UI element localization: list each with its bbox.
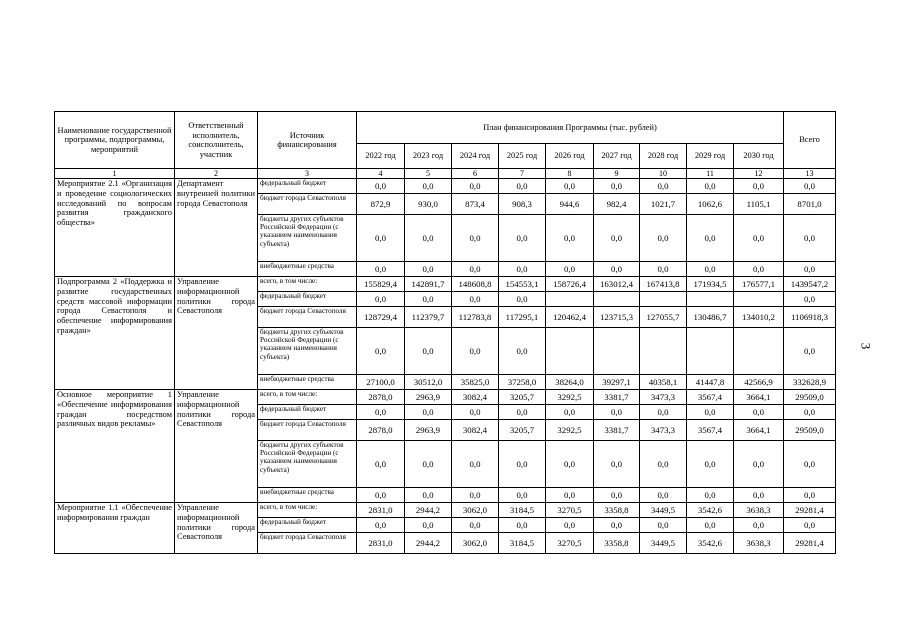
year-header: 2022 год [357, 144, 405, 169]
year-value: 0,0 [687, 518, 734, 533]
column-index: 3 [258, 169, 357, 179]
table-row [55, 390, 836, 405]
year-value: 0,0 [499, 262, 546, 277]
year-value: 120462,4 [546, 307, 594, 328]
year-value: 0,0 [405, 215, 452, 262]
total-value: 0,0 [784, 292, 836, 307]
year-value: 0,0 [357, 179, 405, 194]
year-value: 167413,8 [640, 277, 687, 292]
year-value: 0,0 [499, 292, 546, 307]
year-value: 0,0 [734, 405, 784, 420]
year-value [594, 328, 640, 375]
header-responsible: Ответственный исполнитель, соисполнитель, участник [175, 112, 258, 169]
year-value: 0,0 [452, 215, 499, 262]
year-value: 1105,1 [734, 194, 784, 215]
total-value: 0,0 [784, 518, 836, 533]
year-value: 142891,7 [405, 277, 452, 292]
year-value: 0,0 [452, 441, 499, 488]
total-value: 8701,0 [784, 194, 836, 215]
total-value: 1439547,2 [784, 277, 836, 292]
financing-table [54, 111, 836, 554]
total-value: 0,0 [784, 405, 836, 420]
year-value: 127055,7 [640, 307, 687, 328]
funding-source: всего, в том числе: [258, 277, 357, 292]
page-number: 3 [858, 342, 874, 350]
year-value: 0,0 [687, 179, 734, 194]
year-value: 873,4 [452, 194, 499, 215]
column-index: 2 [175, 169, 258, 179]
year-value: 908,3 [499, 194, 546, 215]
year-value: 0,0 [405, 292, 452, 307]
total-value: 0,0 [784, 215, 836, 262]
column-index: 9 [594, 169, 640, 179]
year-value: 0,0 [357, 441, 405, 488]
year-value: 112379,7 [405, 307, 452, 328]
year-value: 0,0 [734, 441, 784, 488]
year-value: 155829,4 [357, 277, 405, 292]
funding-source: всего, в том числе: [258, 390, 357, 405]
total-value: 29281,4 [784, 533, 836, 554]
year-value [687, 328, 734, 375]
year-value: 2963,9 [405, 420, 452, 441]
year-value: 0,0 [452, 518, 499, 533]
year-value: 0,0 [452, 262, 499, 277]
total-value: 0,0 [784, 179, 836, 194]
year-header: 2030 год [734, 144, 784, 169]
year-value: 872,9 [357, 194, 405, 215]
funding-source: федеральный бюджет [258, 405, 357, 420]
table-row [55, 179, 836, 194]
year-value: 3205,7 [499, 390, 546, 405]
year-value: 41447,8 [687, 375, 734, 390]
year-value: 3473,3 [640, 390, 687, 405]
year-value: 1021,7 [640, 194, 687, 215]
header-name: Наименование государственной программы, подпрограммы, мероприятий [55, 112, 175, 169]
year-value: 0,0 [357, 292, 405, 307]
year-value: 154553,1 [499, 277, 546, 292]
year-value: 944,6 [546, 194, 594, 215]
funding-source: федеральный бюджет [258, 292, 357, 307]
year-value: 2878,0 [357, 390, 405, 405]
total-value: 0,0 [784, 328, 836, 375]
funding-source: бюджеты других субъектов Российской Федерации (с указанием наименования субъекта) [258, 215, 357, 262]
year-value: 3542,6 [687, 503, 734, 518]
year-value: 0,0 [405, 262, 452, 277]
funding-source: бюджет города Севастополя [258, 420, 357, 441]
year-value [594, 292, 640, 307]
funding-source: федеральный бюджет [258, 518, 357, 533]
year-value: 37258,0 [499, 375, 546, 390]
year-value: 3062,0 [452, 503, 499, 518]
year-value [734, 292, 784, 307]
responsible-executor: Управление информационной политики города Севастополя [175, 390, 258, 503]
year-value: 0,0 [452, 405, 499, 420]
year-value: 42566,9 [734, 375, 784, 390]
funding-source: бюджеты других субъектов Российской Федерации (с указанием наименования субъекта) [258, 328, 357, 375]
year-value [546, 292, 594, 307]
funding-source: бюджет города Севастополя [258, 307, 357, 328]
program-name: Подпрограмма 2 «Поддержка и развитие государственных средств массовой информации города Севастополя и обеспечение информирования граждан» [55, 277, 175, 390]
year-value: 0,0 [546, 215, 594, 262]
year-value: 0,0 [357, 328, 405, 375]
year-value: 0,0 [452, 488, 499, 503]
year-value: 0,0 [405, 328, 452, 375]
year-value: 0,0 [357, 215, 405, 262]
year-value: 0,0 [687, 262, 734, 277]
year-value [734, 328, 784, 375]
year-value: 3358,8 [594, 533, 640, 554]
year-value: 35825,0 [452, 375, 499, 390]
year-value: 3664,1 [734, 390, 784, 405]
year-value: 39297,1 [594, 375, 640, 390]
year-value: 982,4 [594, 194, 640, 215]
year-value: 0,0 [734, 518, 784, 533]
column-index: 4 [357, 169, 405, 179]
year-value: 176577,1 [734, 277, 784, 292]
header-plan: План финансирования Программы (тыс. рублей) [357, 112, 784, 144]
column-index: 5 [405, 169, 452, 179]
year-value: 158726,4 [546, 277, 594, 292]
year-value: 3270,5 [546, 503, 594, 518]
year-value: 2963,9 [405, 390, 452, 405]
year-value: 0,0 [405, 179, 452, 194]
year-value: 3292,5 [546, 390, 594, 405]
year-value: 0,0 [594, 405, 640, 420]
year-value [640, 292, 687, 307]
year-value: 38264,0 [546, 375, 594, 390]
year-value: 930,0 [405, 194, 452, 215]
year-value: 3358,8 [594, 503, 640, 518]
funding-source: бюджет города Севастополя [258, 194, 357, 215]
year-header: 2025 год [499, 144, 546, 169]
year-value: 0,0 [734, 215, 784, 262]
column-index: 13 [784, 169, 836, 179]
year-value [640, 328, 687, 375]
program-name: Основное мероприятие 1 «Обеспечение информирования граждан посредством различных видов рекламы» [55, 390, 175, 503]
year-value: 3638,3 [734, 533, 784, 554]
year-value: 0,0 [594, 215, 640, 262]
funding-source: бюджеты других субъектов Российской Федерации (с указанием наименования субъекта) [258, 441, 357, 488]
funding-source: внебюджетные средства [258, 488, 357, 503]
year-value: 0,0 [640, 405, 687, 420]
year-value: 134010,2 [734, 307, 784, 328]
year-value: 0,0 [640, 488, 687, 503]
year-value: 0,0 [546, 262, 594, 277]
year-value [546, 328, 594, 375]
total-value: 0,0 [784, 262, 836, 277]
year-value: 0,0 [499, 488, 546, 503]
responsible-executor: Управление информационной политики города Севастополя [175, 277, 258, 390]
year-header: 2028 год [640, 144, 687, 169]
total-value: 332628,9 [784, 375, 836, 390]
year-value: 123715,3 [594, 307, 640, 328]
year-value: 0,0 [546, 518, 594, 533]
year-value: 0,0 [357, 488, 405, 503]
year-value: 3567,4 [687, 420, 734, 441]
year-value: 0,0 [357, 405, 405, 420]
year-value: 0,0 [594, 488, 640, 503]
year-value: 0,0 [594, 441, 640, 488]
year-value: 130486,7 [687, 307, 734, 328]
header-total: Всего [784, 112, 836, 169]
year-value: 0,0 [499, 518, 546, 533]
year-value: 3270,5 [546, 533, 594, 554]
year-value: 3449,5 [640, 503, 687, 518]
year-value: 0,0 [357, 518, 405, 533]
year-value: 0,0 [734, 179, 784, 194]
year-value: 2944,2 [405, 533, 452, 554]
total-value: 0,0 [784, 488, 836, 503]
year-value: 163012,4 [594, 277, 640, 292]
year-value: 3062,0 [452, 533, 499, 554]
column-index: 1 [55, 169, 175, 179]
year-value: 112783,8 [452, 307, 499, 328]
table-row [55, 277, 836, 292]
year-value: 30512,0 [405, 375, 452, 390]
year-value: 0,0 [687, 405, 734, 420]
year-header: 2029 год [687, 144, 734, 169]
year-value: 0,0 [405, 518, 452, 533]
total-value: 29509,0 [784, 420, 836, 441]
year-value: 3567,4 [687, 390, 734, 405]
year-value: 0,0 [640, 518, 687, 533]
year-value: 0,0 [357, 262, 405, 277]
year-value: 40358,1 [640, 375, 687, 390]
year-header: 2024 год [452, 144, 499, 169]
year-value: 0,0 [405, 441, 452, 488]
year-value: 0,0 [499, 441, 546, 488]
funding-source: бюджет города Севастополя [258, 533, 357, 554]
year-value: 0,0 [546, 441, 594, 488]
year-value: 3664,1 [734, 420, 784, 441]
year-value: 3082,4 [452, 420, 499, 441]
year-value: 0,0 [546, 179, 594, 194]
year-value: 0,0 [687, 488, 734, 503]
year-value: 0,0 [640, 179, 687, 194]
year-value: 3449,5 [640, 533, 687, 554]
header-source: Источник финансирования [258, 112, 357, 169]
year-value: 0,0 [734, 488, 784, 503]
total-value: 0,0 [784, 441, 836, 488]
year-value: 0,0 [594, 262, 640, 277]
year-value: 3381,7 [594, 420, 640, 441]
program-name: Мероприятие 1.1 «Обеспечение информирования граждан [55, 503, 175, 554]
year-header: 2026 год [546, 144, 594, 169]
year-value: 0,0 [687, 441, 734, 488]
year-value: 2878,0 [357, 420, 405, 441]
year-value: 3638,3 [734, 503, 784, 518]
year-value: 3381,7 [594, 390, 640, 405]
year-value: 3184,5 [499, 503, 546, 518]
year-value: 117295,1 [499, 307, 546, 328]
year-value: 0,0 [499, 215, 546, 262]
year-value: 2831,0 [357, 503, 405, 518]
year-value: 0,0 [546, 488, 594, 503]
year-value: 3542,6 [687, 533, 734, 554]
year-value: 0,0 [640, 215, 687, 262]
funding-source: внебюджетные средства [258, 262, 357, 277]
year-value: 2831,0 [357, 533, 405, 554]
year-value: 0,0 [405, 405, 452, 420]
year-value: 1062,6 [687, 194, 734, 215]
responsible-executor: Управление информационной политики города Севастополя [175, 503, 258, 554]
year-value: 27100,0 [357, 375, 405, 390]
funding-source: всего, в том числе: [258, 503, 357, 518]
column-index: 12 [734, 169, 784, 179]
year-value: 171934,5 [687, 277, 734, 292]
year-value: 0,0 [594, 518, 640, 533]
program-name: Мероприятие 2.1 «Организация и проведение социологических исследований по вопросам развития гражданского общества» [55, 179, 175, 277]
year-value: 0,0 [546, 405, 594, 420]
column-index: 10 [640, 169, 687, 179]
year-value: 0,0 [405, 488, 452, 503]
year-value: 0,0 [499, 405, 546, 420]
year-value: 3292,5 [546, 420, 594, 441]
year-value: 2944,2 [405, 503, 452, 518]
column-index: 11 [687, 169, 734, 179]
table-row [55, 503, 836, 518]
funding-source: внебюджетные средства [258, 375, 357, 390]
year-value: 148608,8 [452, 277, 499, 292]
funding-source: федеральный бюджет [258, 179, 357, 194]
column-index: 8 [546, 169, 594, 179]
total-value: 29509,0 [784, 390, 836, 405]
year-value: 0,0 [452, 179, 499, 194]
year-value: 0,0 [452, 328, 499, 375]
total-value: 1106918,3 [784, 307, 836, 328]
year-value: 3082,4 [452, 390, 499, 405]
year-value: 3205,7 [499, 420, 546, 441]
year-value: 3184,5 [499, 533, 546, 554]
year-value: 0,0 [734, 262, 784, 277]
year-header: 2027 год [594, 144, 640, 169]
responsible-executor: Департамент внутренней политики города Севастополя [175, 179, 258, 277]
year-value: 0,0 [640, 262, 687, 277]
year-value [687, 292, 734, 307]
year-value: 0,0 [499, 179, 546, 194]
year-value: 0,0 [594, 179, 640, 194]
year-value: 0,0 [452, 292, 499, 307]
column-index: 7 [499, 169, 546, 179]
year-value: 3473,3 [640, 420, 687, 441]
year-header: 2023 год [405, 144, 452, 169]
total-value: 29281,4 [784, 503, 836, 518]
column-index: 6 [452, 169, 499, 179]
year-value: 0,0 [499, 328, 546, 375]
year-value: 0,0 [687, 215, 734, 262]
year-value: 0,0 [640, 441, 687, 488]
year-value: 128729,4 [357, 307, 405, 328]
